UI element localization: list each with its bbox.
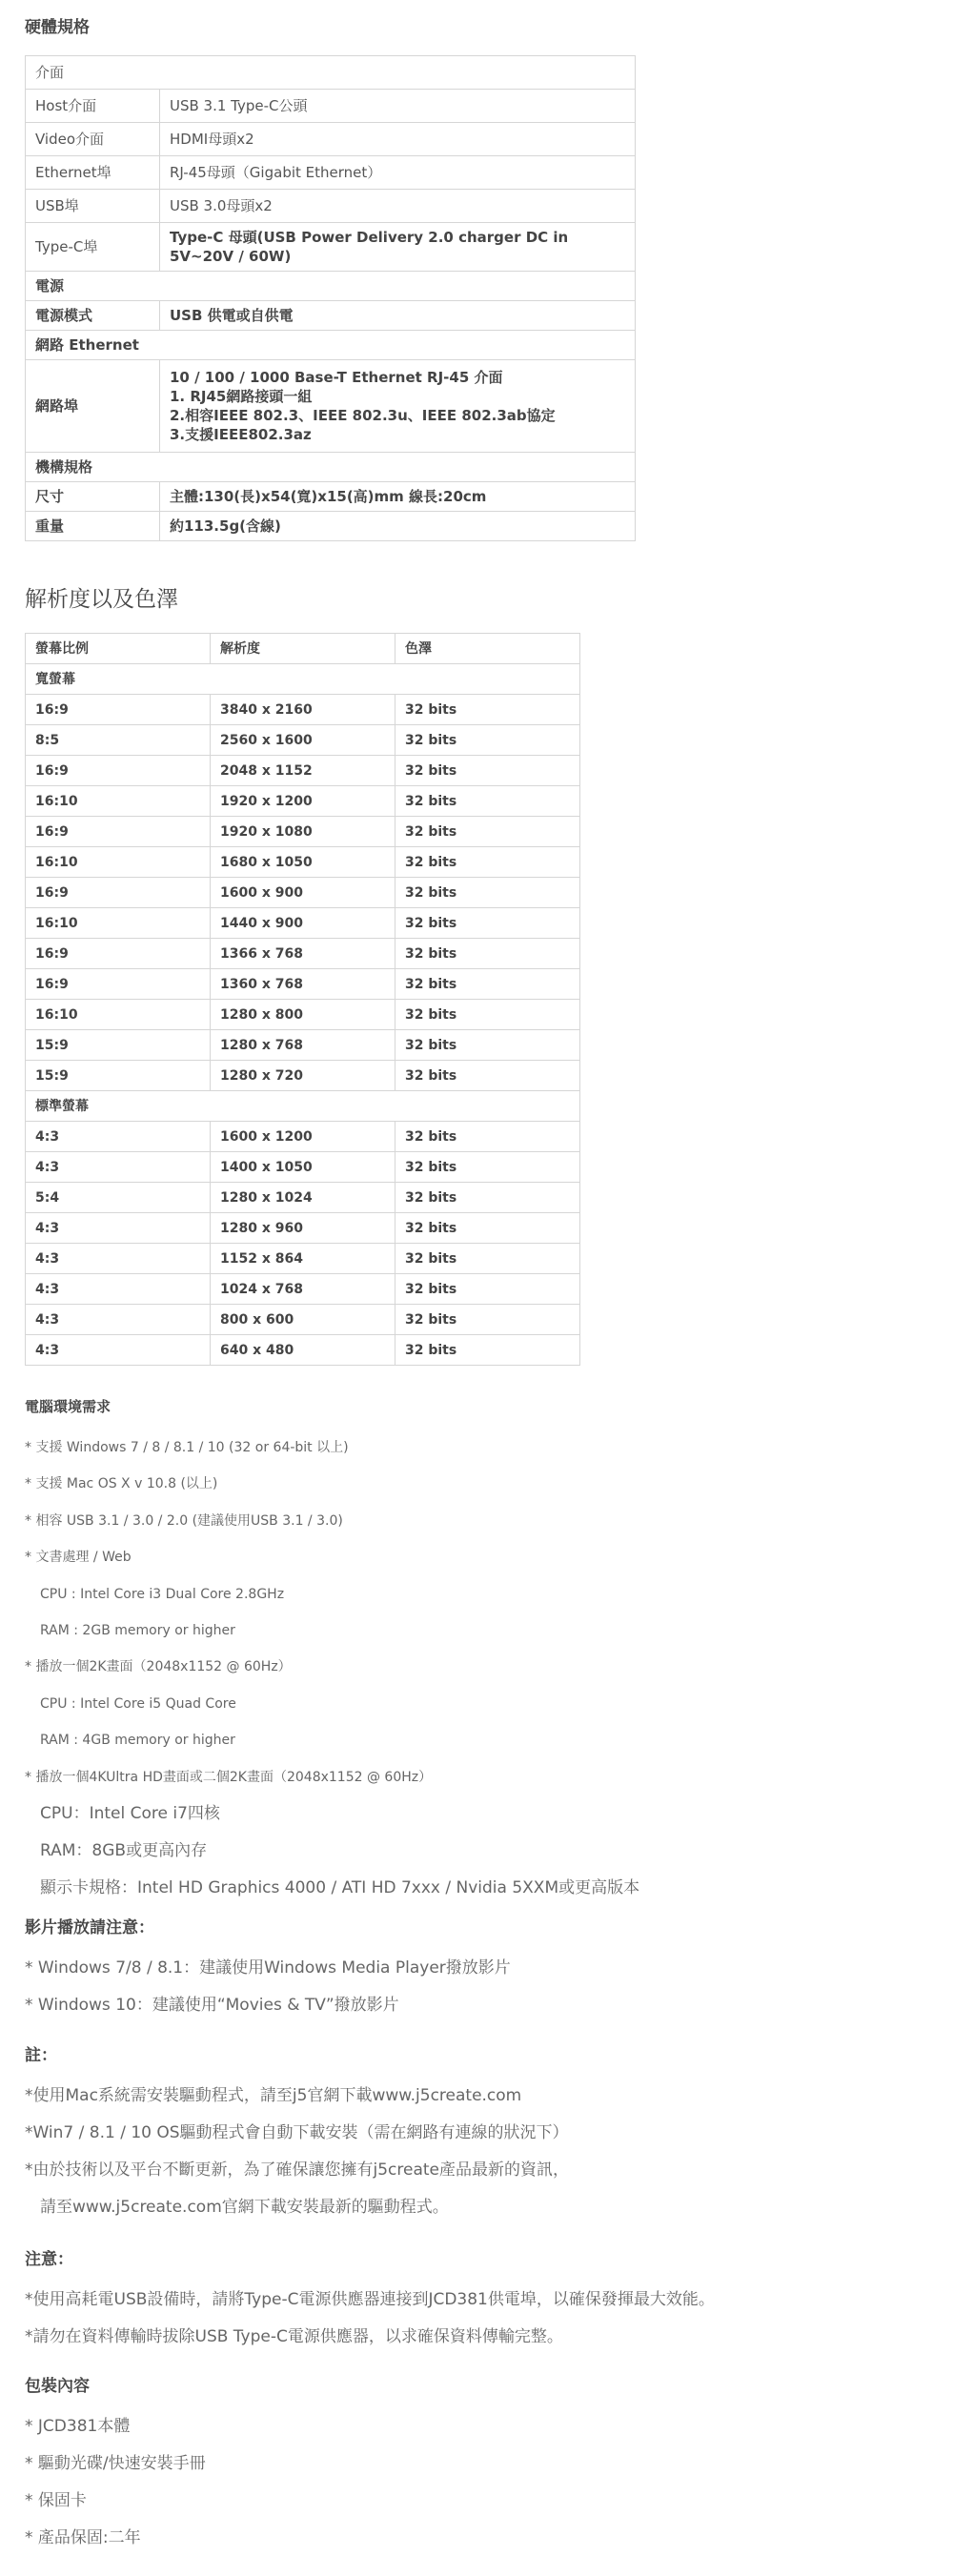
- table-row: 4:3 1024 x 768 32 bits: [26, 1274, 580, 1305]
- list-item: 顯示卡規格：Intel HD Graphics 4000 / ATI HD 7xxx / Nvidia 5XXM或更高版本: [40, 1878, 640, 1897]
- list-item: * Windows 10：建議使用“Movies & TV”撥放影片: [25, 1996, 399, 2015]
- table-section-row: 標準螢幕: [26, 1091, 580, 1122]
- list-item: * 文書處理 / Web: [25, 1550, 132, 1566]
- table-row: 16:10 1280 x 800 32 bits: [26, 1000, 580, 1030]
- list-item: * 支援 Mac OS X v 10.8 (以上): [25, 1476, 218, 1492]
- note-list: [25, 2078, 569, 2226]
- table-row: 16:9 3840 x 2160 32 bits: [26, 695, 580, 725]
- table-row: Video介面 HDMI母頭x2: [26, 123, 636, 156]
- list-item: *使用高耗電USB設備時，請將Type-C電源供應器連接到JCD381供電埠，以確保發揮最大效能。: [25, 2290, 715, 2309]
- table-row: 4:3 800 x 600 32 bits: [26, 1305, 580, 1335]
- table-row: Type-C埠 Type-C 母頭(USB Power Delivery 2.0 charger DC in 5V~20V / 60W): [26, 223, 636, 272]
- table-row: 16:10 1680 x 1050 32 bits: [26, 847, 580, 878]
- package-title: 包裝內容: [25, 2377, 90, 2396]
- table-header-row: 螢幕比例 解析度 色澤: [26, 634, 580, 664]
- table-row: 尺寸 主體:130(長)x54(寬)x15(高)mm 線長:20cm: [26, 482, 636, 512]
- table-row: 16:9 1366 x 768 32 bits: [26, 939, 580, 969]
- hw-header-network: 網路 Ethernet: [26, 331, 636, 360]
- table-row: Ethernet埠 RJ-45母頭（Gigabit Ethernet）: [26, 156, 636, 190]
- table-row: 4:3 1400 x 1050 32 bits: [26, 1152, 580, 1183]
- table-row: 15:9 1280 x 768 32 bits: [26, 1030, 580, 1061]
- network-spec-cell: 10 / 100 / 1000 Base-T Ethernet RJ-45 介面 1. RJ45網路接頭一組 2.相容IEEE 802.3、IEEE 802.3u、IEEE 802.3ab協定 3.支援IEEE802.3az: [160, 360, 636, 453]
- table-row: 8:5 2560 x 1600 32 bits: [26, 725, 580, 756]
- table-row: 重量 約113.5g(含線): [26, 512, 636, 541]
- table-row: 網路埠 10 / 100 / 1000 Base-T Ethernet RJ-45 介面 1. RJ45網路接頭一組 2.相容IEEE 802.3、IEEE 802.3u、IEEE 802.3ab協定 3.支援IEEE802.3az: [26, 360, 636, 453]
- list-item: *請勿在資料傳輸時拔除USB Type-C電源供應器，以求確保資料傳輸完整。: [25, 2327, 563, 2346]
- table-row: 16:9 1920 x 1080 32 bits: [26, 817, 580, 847]
- table-row: 16:9 1360 x 768 32 bits: [26, 969, 580, 1000]
- table-row: 5:4 1280 x 1024 32 bits: [26, 1183, 580, 1213]
- table-row: 4:3 1152 x 864 32 bits: [26, 1244, 580, 1274]
- list-item: 請至www.j5create.com官網下載安裝最新的驅動程式。: [40, 2198, 449, 2217]
- requirements-list: [25, 1430, 432, 1795]
- list-item: CPU：Intel Core i7四核: [40, 1804, 220, 1823]
- hardware-spec-table: [25, 55, 636, 541]
- note-title: 註：: [25, 2046, 57, 2065]
- list-item: * 播放一個2K畫面（2048x1152 @ 60Hz）: [25, 1659, 292, 1675]
- list-item: CPU : Intel Core i5 Quad Core: [40, 1695, 236, 1712]
- list-item: * JCD381本體: [25, 2417, 131, 2436]
- table-row: 16:10 1440 x 900 32 bits: [26, 908, 580, 939]
- table-row: 15:9 1280 x 720 32 bits: [26, 1061, 580, 1091]
- list-item: CPU : Intel Core i3 Dual Core 2.8GHz: [40, 1586, 285, 1602]
- list-item: * 保固卡: [25, 2491, 87, 2510]
- hardware-title: 硬體規格: [25, 18, 90, 37]
- list-item: * Windows 7/8 / 8.1：建議使用Windows Media Player撥放影片: [25, 1958, 511, 1978]
- table-section-row: 寬螢幕: [26, 664, 580, 695]
- table-row: 4:3 640 x 480 32 bits: [26, 1335, 580, 1366]
- list-item: RAM : 4GB memory or higher: [40, 1733, 235, 1749]
- list-item: *由於技術以及平台不斷更新，為了確保讓您擁有j5create產品最新的資訊，: [25, 2160, 570, 2180]
- list-item: * 產品保固:二年: [25, 2528, 141, 2547]
- list-item: RAM : 2GB memory or higher: [40, 1622, 235, 1638]
- resolution-table: [25, 633, 580, 1366]
- list-item: * 支援 Windows 7 / 8 / 8.1 / 10 (32 or 64-bit 以上): [25, 1440, 349, 1455]
- hw-header-mechanical: 機構規格: [26, 453, 636, 482]
- list-item: * 驅動光碟/快速安裝手冊: [25, 2454, 206, 2473]
- table-row: 16:10 1920 x 1200 32 bits: [26, 786, 580, 817]
- table-row: 4:3 1600 x 1200 32 bits: [26, 1122, 580, 1152]
- table-row: 16:9 2048 x 1152 32 bits: [26, 756, 580, 786]
- list-item: * 播放一個4KUltra HD畫面或二個2K畫面（2048x1152 @ 60Hz）: [25, 1769, 433, 1785]
- package-list: [25, 2408, 206, 2557]
- video-list: [25, 1950, 511, 2024]
- caution-title: 注意：: [25, 2250, 73, 2269]
- table-row: 4:3 1280 x 960 32 bits: [26, 1213, 580, 1244]
- hw-header-power: 電源: [26, 272, 636, 301]
- video-title: 影片播放請注意：: [25, 1918, 154, 1937]
- caution-list: [25, 2282, 715, 2356]
- list-item: *Win7 / 8.1 / 10 OS驅動程式會自動下載安裝（需在網路有連線的狀況下）: [25, 2123, 569, 2142]
- table-row: 16:9 1600 x 900 32 bits: [26, 878, 580, 908]
- list-item: *使用Mac系統需安裝驅動程式，請至j5官網下載www.j5create.com: [25, 2086, 522, 2105]
- requirements-title: 電腦環境需求: [25, 1398, 112, 1415]
- resolution-title: 解析度以及色澤: [25, 587, 178, 612]
- table-row: Host介面 USB 3.1 Type-C公頭: [26, 90, 636, 123]
- hw-header-interface: 介面: [26, 56, 636, 90]
- list-item: RAM：8GB或更高內存: [40, 1841, 208, 1860]
- list-item: * 相容 USB 3.1 / 3.0 / 2.0 (建議使用USB 3.1 / 3.0): [25, 1512, 343, 1529]
- requirements-extra-list: [25, 1795, 639, 1907]
- table-row: 電源模式 USB 供電或自供電: [26, 301, 636, 331]
- table-row: USB埠 USB 3.0母頭x2: [26, 190, 636, 223]
